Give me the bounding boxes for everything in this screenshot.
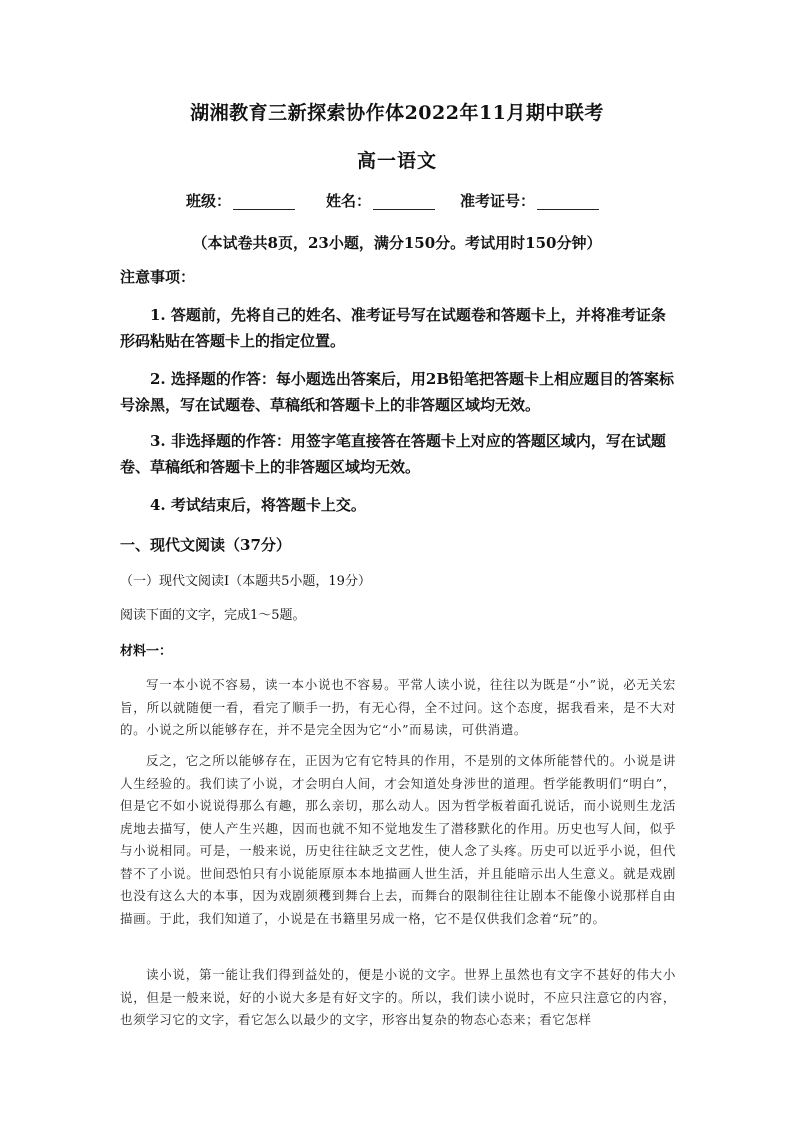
subsection-heading: （一）现代文阅读Ⅰ（本题共5小题，19分） bbox=[120, 574, 371, 589]
material-label: 材料一： bbox=[120, 644, 173, 659]
attention-heading: 注意事项： bbox=[120, 268, 196, 286]
section-heading: 一、现代文阅读（37分） bbox=[120, 536, 291, 554]
passage-paragraph: 写一本小说不容易，读一本小说也不容易。平常人读小说，往往以为既是“小”说，必无关宏旨，所以就随便一看，看完了顺手一扔，有无心得，全不过问。这个态度，据我看来，是不大对的。小说之所以能够存在，并不是完全因为它“小”而易读，可供消遣。 bbox=[120, 677, 676, 737]
name-blank[interactable] bbox=[373, 193, 435, 210]
name-label: 姓名： bbox=[326, 192, 372, 210]
exam-note: （本试卷共8页，23小题，满分150分。考试用时150分钟） bbox=[192, 234, 602, 252]
attention-item: 1. 答题前，先将自己的姓名、准考证号写在试题卷和答题卡上，并将准考证条形码粘贴在答题卡上的指定位置。 bbox=[120, 306, 666, 350]
exam-title: 湖湘教育三新探索协作体2022年11月期中联考 bbox=[190, 102, 604, 124]
exam-id-label: 准考证号： bbox=[460, 192, 536, 210]
name-field bbox=[326, 190, 435, 211]
class-label: 班级： bbox=[186, 192, 232, 210]
exam-id-field bbox=[460, 190, 599, 211]
attention-item: 3. 非选择题的作答：用签字笔直接答在答题卡上对应的答题区域内，写在试题卷、草稿纸和答题卡上的非答题区域均无效。 bbox=[120, 432, 666, 476]
exam-id-blank[interactable] bbox=[537, 193, 599, 210]
class-blank[interactable] bbox=[233, 193, 295, 210]
class-field bbox=[186, 190, 295, 211]
reading-instruction: 阅读下面的文字，完成1～5题。 bbox=[120, 608, 306, 623]
passage-paragraph: 反之，它之所以能够存在，正因为它有它特具的作用，不是别的文体所能替代的。小说是讲人生经验的。我们读了小说，才会明白人间，才会知道处身涉世的道理。哲学能教明们“明白”，但是它不如小说说得那么有趣，那么亲切，那么动人。因为哲学板着面孔说话，而小说则生龙活虎地去描写，使人产生兴趣，因而也就不知不觉地发生了潜移默化的作用。历史也写人间，似乎与小说相同。可是，一般来说，历史往往缺乏文艺性，使人念了头疼。历史可以近乎小说，但代替不了小说。世间恐怕只有小说能原原本本地描画人世生活，并且能暗示出人生意义。就是戏剧也没有这么大的本事，因为戏剧须穫到舞台上去，而舞台的限制往往让剧本不能像小说那样自由描画。于此，我们知道了，小说是在书籍里另成一格，它不是仅供我们念着“玩”的。 bbox=[120, 753, 676, 926]
passage-paragraph: 读小说，第一能让我们得到益处的，便是小说的文字。世界上虽然也有文字不甚好的伟大小说，但是一般来说，好的小说大多是有好文字的。所以，我们读小说时，不应只注意它的内容，也须学习它的文字，看它怎么以最少的文字，形容出复杂的物态心态来；看它怎样 bbox=[120, 967, 676, 1027]
attention-item: 2. 选择题的作答：每小题选出答案后，用2B铅笔把答题卡上相应题目的答案标号涂黑，写在试题卷、草稿纸和答题卡上的非答题区域均无效。 bbox=[120, 370, 674, 414]
attention-item: 4. 考试结束后，将答题卡上交。 bbox=[150, 496, 366, 514]
subject-title: 高一语文 bbox=[356, 150, 437, 172]
